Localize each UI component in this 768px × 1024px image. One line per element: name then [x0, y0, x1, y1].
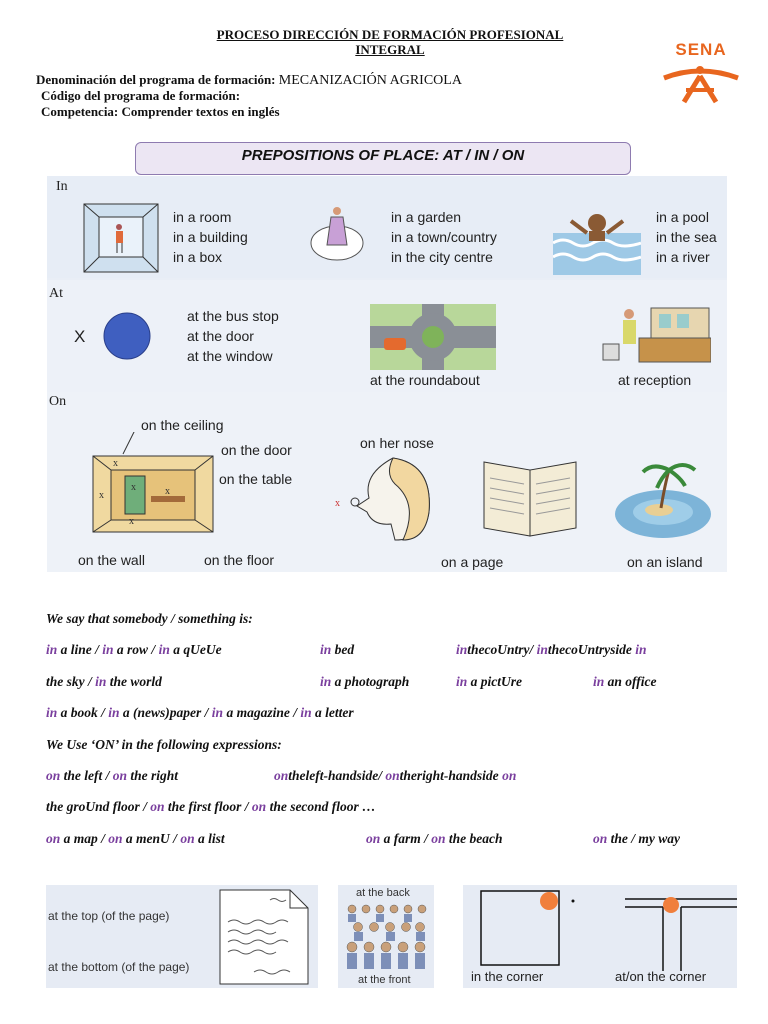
- phrase-text: an office: [604, 674, 657, 689]
- text-line-2c: [456, 674, 522, 690]
- preposition-word: in: [593, 674, 605, 689]
- preposition-word: on: [366, 831, 381, 846]
- phrase-text: the sky /: [46, 674, 96, 689]
- phrase-text: a photograph: [331, 674, 410, 689]
- woman-face-icon: [333, 454, 435, 544]
- preposition-word: on: [180, 831, 195, 846]
- open-book-icon: [480, 456, 582, 542]
- in-group3-text: in a pool in the sea in a river: [656, 209, 717, 265]
- svg-text:x: x: [165, 486, 170, 497]
- text-line-5: [46, 799, 376, 815]
- at-group1-text: at the bus stop at the door at the window: [187, 308, 279, 364]
- preposition-word: in: [95, 674, 107, 689]
- on-page-label: on a page: [441, 554, 504, 570]
- phrase-text: a row /: [113, 642, 159, 657]
- preposition-word: in: [536, 642, 548, 657]
- preposition-word: in: [211, 705, 224, 720]
- phrase-text: the / my way: [607, 831, 681, 846]
- preposition-word: in: [635, 642, 647, 657]
- preposition-word: in: [46, 642, 58, 657]
- phrase-text: a magazine /: [223, 705, 301, 720]
- in-group2-text: in a garden in a town/country in the city centre: [391, 209, 497, 265]
- prepositions-illustration: [47, 176, 727, 572]
- svg-text:x: x: [129, 516, 134, 527]
- on-nose-label: on her nose: [360, 435, 434, 451]
- on-door-label: on the door: [221, 442, 292, 458]
- phrase-text: a book /: [57, 705, 109, 720]
- bottom-of-page-label: at the bottom (of the page): [48, 960, 190, 974]
- document-header-line1: PROCESO DIRECCIÓN DE FORMACIÓN PROFESIONAL: [216, 27, 564, 42]
- phrase-text: a (news)paper /: [119, 705, 212, 720]
- text-line-1a: [46, 642, 222, 658]
- in-corner-label: in the corner: [471, 969, 544, 984]
- preposition-word: on: [593, 831, 608, 846]
- phrase-text: a qUeUe: [169, 642, 222, 657]
- pool-swimmer-icon: [553, 203, 641, 275]
- on-intro-line: We Use ‘ON’ in the following expressions:: [46, 737, 282, 752]
- preposition-word: in: [108, 705, 120, 720]
- page-title: PREPOSITIONS OF PLACE: AT / IN / ON: [241, 147, 525, 164]
- preposition-word: on: [112, 768, 128, 783]
- phrase-text: the second floor …: [266, 799, 376, 814]
- top-of-page-label: at the top (of the page): [48, 909, 170, 923]
- text-line-4b: [274, 768, 516, 784]
- corner-illustration: [463, 885, 737, 988]
- at-marker: X: [74, 327, 86, 346]
- crowd-illustration: [338, 885, 434, 988]
- at-front-label: at the front: [358, 974, 411, 986]
- in-heading: In: [56, 179, 68, 194]
- preposition-word: in: [46, 705, 58, 720]
- preposition-word: on: [46, 831, 61, 846]
- title-box: [135, 142, 631, 175]
- roundabout-icon: [370, 304, 496, 370]
- preposition-word: on: [46, 768, 61, 783]
- program-name-value: MECANIZACIÓN AGRICOLA: [278, 73, 462, 88]
- at-heading: At: [49, 286, 63, 301]
- text-line-4a: [46, 768, 178, 784]
- phrase-text: the world: [106, 674, 162, 689]
- preposition-word: on: [251, 799, 267, 814]
- preposition-word: on: [150, 799, 165, 814]
- in-group1-text: in a room in a building in a box: [173, 209, 248, 265]
- phrase-text: a line /: [57, 642, 103, 657]
- phrase-text: a pictUre: [467, 674, 523, 689]
- text-line-2a: [46, 674, 162, 690]
- preposition-word: in: [320, 642, 332, 657]
- phrase-text: a map /: [60, 831, 109, 846]
- phrase-text: theright-handside: [399, 768, 503, 783]
- text-line-2d: [593, 674, 657, 690]
- text-line-2b: [320, 674, 409, 690]
- phrase-text: thecoUntryside: [547, 642, 636, 657]
- preposition-word: on: [108, 831, 123, 846]
- program-name: [36, 72, 462, 89]
- phrase-text: a list: [194, 831, 225, 846]
- preposition-word: on: [431, 831, 446, 846]
- room-on-icon: [91, 432, 217, 536]
- room-box-icon: [83, 203, 159, 273]
- phrase-text: thecoUntry/: [467, 642, 537, 657]
- roundabout-label: at the roundabout: [370, 372, 480, 388]
- document-header-line2: INTEGRAL: [355, 42, 425, 57]
- phrase-text: a menU /: [122, 831, 181, 846]
- competence-label: Competencia:: [41, 104, 119, 119]
- crowd-people-icon: [344, 901, 428, 971]
- on-island-label: on an island: [627, 554, 703, 570]
- island-icon: [613, 454, 713, 542]
- preposition-word: on: [274, 768, 289, 783]
- at-back-label: at the back: [356, 887, 410, 899]
- preposition-word: in: [158, 642, 170, 657]
- phrase-text: the first floor /: [164, 799, 252, 814]
- intro-line: We say that somebody / something is:: [46, 611, 253, 626]
- text-line-6c: [593, 831, 680, 847]
- text-line-3: [46, 705, 354, 721]
- phrase-text: a farm /: [380, 831, 432, 846]
- on-wall-label: on the wall: [78, 552, 145, 568]
- garden-person-icon: [309, 203, 367, 263]
- svg-text:x: x: [99, 490, 104, 501]
- preposition-word: in: [300, 705, 312, 720]
- text-line-6b: [366, 831, 503, 847]
- phrase-text: the left /: [60, 768, 113, 783]
- phrase-text: the beach: [445, 831, 503, 846]
- phrase-text: the groUnd floor /: [46, 799, 151, 814]
- preposition-word: in: [102, 642, 114, 657]
- competence-value: Comprender textos en inglés: [121, 104, 280, 119]
- paper-page-icon: [214, 888, 312, 986]
- competence: [41, 104, 280, 120]
- preposition-word: on: [502, 768, 517, 783]
- svg-text:x: x: [113, 458, 118, 469]
- text-line-1c: [456, 642, 647, 658]
- on-ceiling-label: on the ceiling: [141, 417, 224, 433]
- at-point-circle-icon: [102, 311, 152, 361]
- text-line-1b: [320, 642, 354, 658]
- corner-diagram-icon: [463, 885, 737, 971]
- reception-icon: [599, 304, 711, 366]
- on-table-label: on the table: [219, 471, 293, 487]
- svg-text:x: x: [131, 482, 136, 493]
- text-line-6a: [46, 831, 225, 847]
- on-heading: On: [49, 394, 67, 409]
- reception-label: at reception: [618, 372, 692, 388]
- preposition-word: in: [320, 674, 332, 689]
- svg-text:x: x: [335, 498, 340, 509]
- phrase-text: bed: [331, 642, 355, 657]
- phrase-text: the right: [127, 768, 179, 783]
- page-top-bottom-illustration: [46, 885, 318, 988]
- phrase-text: a letter: [311, 705, 354, 720]
- sena-logo-figure-icon: [656, 40, 746, 106]
- preposition-word: in: [456, 674, 468, 689]
- at-on-corner-label: at/on the corner: [615, 969, 707, 984]
- preposition-word: in: [456, 642, 468, 657]
- preposition-word: on: [385, 768, 400, 783]
- program-code-label: Código del programa de formación:: [41, 88, 241, 103]
- phrase-text: theleft-handside/: [288, 768, 386, 783]
- sena-logo: [656, 40, 746, 106]
- program-name-label: Denominación del programa de formación:: [36, 72, 276, 87]
- on-floor-label: on the floor: [204, 552, 275, 568]
- sena-logo-text: SENA: [675, 40, 727, 59]
